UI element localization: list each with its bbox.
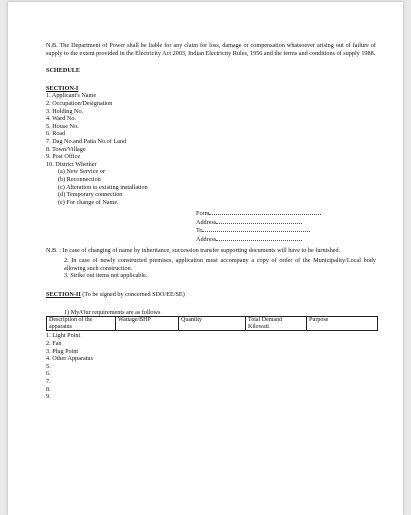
option-change-name: (e) For change of Name. [58,198,119,206]
nb-new-premises: 2. In case of newly constructed premises, application must accompany a copy of order of the Municipality/Local body allowing such construction. [64,257,376,272]
address-blank-1[interactable] [216,218,302,224]
field-applicant-name: 1. Applicant's Name [46,92,97,100]
address-blank-2[interactable] [216,235,302,241]
col-description: Description of the apparatus [47,317,116,331]
col-purpose: Purpose [307,317,378,331]
service-type-options [46,168,376,206]
option-alteration: (c) Alteration to existing installation [58,183,148,191]
apparatus-table [46,316,378,331]
address-label-1: Address [196,218,217,226]
field-district: 10. District Whether [46,160,97,168]
form-label: Form [196,210,210,218]
option-new-service: (a) New Service or [58,168,105,176]
option-temporary: (d) Temporary connection [58,191,123,199]
field-road: 6. Road [46,130,66,138]
option-reconnection: (b) Reconnection [58,175,101,183]
field-occupation: 2. Occupation/Designation [46,99,113,107]
form-blank[interactable] [209,209,321,215]
field-town-village: 8. Town/Village [46,145,86,153]
section-1-fields [46,92,376,168]
name-change-fields [196,209,376,243]
row-6: 6. [46,370,51,378]
apparatus-rows [46,332,376,400]
address-line-1 [196,218,376,227]
field-holding-no: 3. Holding No. [46,107,84,115]
row-plug-point: 3. Plug Point [46,347,79,355]
address-line-2 [196,235,376,244]
field-dag-patta: 7. Dag No.and Patta No.of Land [46,137,127,145]
row-8: 8. [46,385,51,393]
section-2-signed-by: (To be signed by concerned SDO/EE/SE) [82,291,185,299]
row-other-apparatus: 4. Other Apparatus [46,355,93,363]
col-wattage: Wattage/BHP [116,317,179,331]
section-2-heading-line [46,291,376,299]
row-fan: 2. Fan [46,340,62,347]
to-blank[interactable] [202,226,310,232]
col-total-demand: Total Demand Kilowatt [246,317,307,331]
requirements-label: 1) My/Our requirements are as follows [64,308,161,316]
row-5: 5. [46,362,51,370]
apparatus-table-header [47,317,378,331]
form-line [196,209,376,218]
document-page [8,2,403,515]
row-7: 7. [46,377,51,385]
to-label: To [196,227,203,235]
nb-strike-out: 3. Strike out items not applicable. [64,272,148,280]
row-light-point: 1. Light Point [46,332,81,340]
liability-note: N.B. The Department of Power shall be liable for any claim for loss, damage or compensation whatsoever arising out of failure of supply to the extent provided in the Electricity Act 2003, Indian Electricity Rules, 1956 and the terms and conditions of supply 1988. [46,42,376,57]
section-1-heading: SECTION-I [46,84,79,92]
address-label-2: Address [196,236,217,244]
to-line [196,226,376,235]
nb-inheritance: N.B. : In case of changing of name by inheritance, succession transfer supporting documents will have to be furnished. [46,246,341,254]
col-quantity: Quantity [179,317,246,331]
field-house-no: 5. House No. [46,122,79,130]
section-2-heading: SECTION-II [46,291,81,299]
schedule-heading: SCHEDULE [46,67,81,75]
field-post-office: 9. Post Office [46,153,81,161]
document-body [46,42,376,401]
row-9: 9. [46,393,51,401]
field-ward-no: 4. Ward No. [46,115,76,123]
